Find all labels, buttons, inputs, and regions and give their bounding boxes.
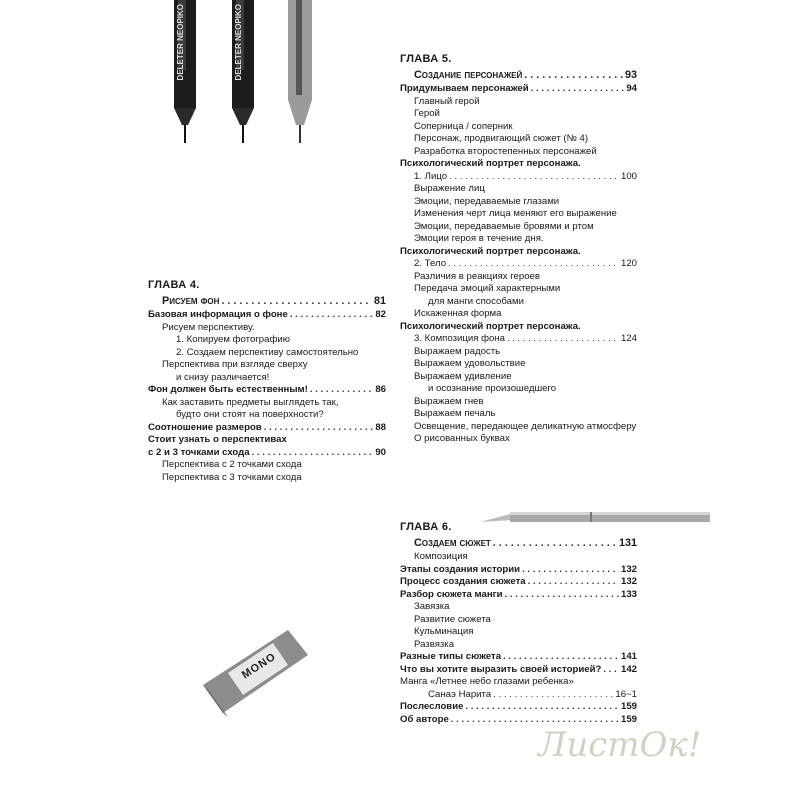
toc-entry-title: и осознание произошедшего [428, 383, 557, 394]
toc-entry-title: Рисуем фон [162, 295, 220, 307]
chapter-heading: ГЛАВА 6. [400, 521, 452, 533]
toc-entry [400, 121, 637, 134]
toc-entry [400, 183, 637, 196]
toc-entry-title: с 2 и 3 точками схода [148, 446, 250, 458]
toc-entry [400, 296, 637, 309]
toc-entry-title: Перспектива при взгляде сверху [162, 359, 308, 370]
toc-entry-title: Психологический портрет персонажа. [400, 320, 581, 332]
toc-page-number: 132 [620, 576, 637, 587]
toc-entry [400, 614, 637, 627]
toc-entry [400, 308, 637, 321]
toc-page-number: 90 [375, 446, 386, 458]
toc-entry-title: Развязка [414, 638, 455, 650]
toc-entry [400, 551, 637, 564]
watermark-text: ЛистОк! [538, 725, 702, 765]
toc-column-left [148, 278, 386, 484]
toc-column-right [400, 52, 637, 446]
toc-page-number: 86 [375, 384, 386, 395]
toc-leader-dots [507, 333, 619, 346]
toc-entry [400, 221, 637, 234]
toc-entry [400, 158, 637, 171]
toc-leader-dots [603, 664, 619, 677]
toc-page-number: 82 [375, 309, 386, 320]
toc-leader-dots [290, 309, 374, 322]
toc-entry [400, 83, 637, 96]
toc-page-number: 124 [620, 333, 637, 344]
toc-entry-title: 1. Лицо [414, 170, 448, 182]
toc-entry-title: 1. Копируем фотографию [176, 334, 290, 345]
toc-page-number: 131 [618, 537, 637, 549]
toc-entry-title: Разбор сюжета манги [400, 588, 503, 600]
toc-entry-title: Как заставить предметы выглядеть так, [162, 396, 339, 408]
toc-entry-title: Выражаем удивление [414, 370, 512, 382]
toc-entry-title: Персонаж, продвигающий сюжет (№ 4) [414, 133, 589, 144]
toc-list [400, 535, 637, 726]
toc-entry-title: Герой [414, 108, 440, 119]
toc-entry-title: Эмоции героя в течение дня. [414, 233, 544, 244]
toc-page-number: 120 [620, 258, 637, 269]
toc-entry-title: Перспектива с 2 точками схода [162, 459, 302, 470]
toc-entry [400, 196, 637, 209]
toc-entry [400, 396, 637, 409]
toc-entry-title: Создаем сюжет [414, 537, 491, 549]
pen-brand-label-1: DELETER NEOPIKO [176, 4, 185, 81]
toc-entry-title: Перспектива с 3 точками схода [162, 471, 302, 483]
toc-entry [148, 334, 386, 347]
toc-entry-title: Этапы создания истории [400, 563, 521, 575]
toc-entry [400, 651, 637, 664]
toc-entry [400, 271, 637, 284]
toc-entry [400, 408, 637, 421]
toc-entry-title: Выражение лиц [414, 183, 485, 194]
toc-entry [400, 626, 637, 639]
toc-entry [400, 421, 637, 434]
toc-entry [400, 535, 637, 551]
toc-list [400, 67, 637, 446]
toc-entry-title: Процесс создания сюжета [400, 576, 526, 587]
toc-entry [148, 422, 386, 435]
toc-page-number: 159 [620, 701, 637, 712]
toc-entry [400, 564, 637, 577]
toc-leader-dots [252, 447, 374, 460]
toc-entry [400, 346, 637, 359]
toc-entry [148, 347, 386, 360]
toc-entry [400, 589, 637, 602]
toc-entry [400, 283, 637, 296]
toc-leader-dots [531, 83, 625, 96]
pens-illustration [160, 0, 330, 150]
toc-entry-title: Выражаем удовольствие [414, 358, 526, 369]
toc-entry-title: Психологический портрет персонажа. [400, 245, 581, 257]
toc-entry [400, 171, 637, 184]
toc-entry [400, 67, 637, 83]
toc-entry [400, 664, 637, 677]
watermark-logo [538, 725, 778, 775]
toc-entry [400, 371, 637, 384]
toc-entry-title: Выражаем печаль [414, 408, 496, 419]
toc-entry [148, 397, 386, 410]
toc-entry [400, 701, 637, 714]
eraser-brand-label: MONO [239, 650, 279, 682]
toc-entry [400, 146, 637, 159]
toc-leader-dots [264, 422, 374, 435]
toc-entry [148, 322, 386, 335]
toc-entry-title: Об авторе [400, 713, 449, 725]
toc-leader-dots [493, 689, 613, 702]
pen-brand-label-2: DELETER NEOPIKO [234, 4, 243, 81]
toc-entry-title: Санаэ Нарита [428, 688, 492, 700]
toc-entry [400, 233, 637, 246]
toc-leader-dots [528, 576, 619, 589]
toc-entry-title: Стоит узнать о перспективах [148, 434, 287, 445]
toc-entry-title: Освещение, передающее деликатную атмосферу [414, 420, 637, 432]
toc-entry-title: Разные типы сюжета [400, 651, 502, 662]
toc-entry [400, 383, 637, 396]
toc-entry-title: Послесловие [400, 701, 464, 712]
toc-entry-title: Рисуем перспективу. [162, 321, 255, 333]
toc-page-number: 93 [624, 69, 637, 81]
toc-entry [148, 359, 386, 372]
toc-entry-title: 2. Создаем перспективу самостоятельно [176, 346, 359, 358]
toc-leader-dots [465, 701, 619, 714]
toc-leader-dots [448, 258, 619, 271]
toc-leader-dots [449, 171, 619, 184]
toc-entry [400, 333, 637, 346]
toc-entry [148, 447, 386, 460]
toc-entry-title: Психологический портрет персонажа. [400, 158, 581, 169]
toc-entry [148, 309, 386, 322]
toc-entry-title: Эмоции, передаваемые глазами [414, 195, 560, 207]
toc-entry-title: Придумываем персонажей [400, 83, 529, 94]
toc-entry-title: Соотношение размеров [148, 421, 262, 433]
toc-entry-title: Искаженная форма [414, 308, 502, 319]
toc-entry-title: Изменения черт лица меняют его выражение [414, 208, 617, 219]
toc-entry-title: Что вы хотите выразить своей историей? [400, 663, 602, 675]
toc-entry-title: Соперница / соперник [414, 120, 513, 132]
toc-page-number: 159 [620, 713, 637, 725]
toc-entry [400, 676, 637, 689]
toc-leader-dots [221, 293, 372, 309]
toc-entry-title: Композиция [414, 551, 468, 562]
toc-entry-title: Различия в реакциях героев [414, 270, 540, 282]
toc-page-number: 141 [620, 651, 637, 662]
toc-entry-title: будто они стоят на поверхности? [176, 409, 324, 420]
toc-leader-dots [503, 651, 619, 664]
toc-column-right-lower [400, 520, 637, 726]
toc-entry [148, 434, 386, 447]
toc-page-number: 132 [620, 563, 637, 575]
toc-entry-title: Кульминация [414, 626, 474, 637]
toc-entry-title: Эмоции, передаваемые бровями и ртом [414, 220, 594, 232]
toc-page-number: 16~1 [615, 688, 637, 700]
toc-entry [400, 358, 637, 371]
toc-entry [400, 133, 637, 146]
toc-list [148, 293, 386, 484]
toc-entry [148, 372, 386, 385]
toc-entry-title: Выражаем гнев [414, 395, 484, 407]
toc-entry-title: Главный герой [414, 95, 480, 107]
chapter-heading: ГЛАВА 5. [400, 53, 452, 65]
toc-entry [148, 293, 386, 309]
toc-entry-title: Завязка [414, 601, 450, 612]
toc-entry [400, 689, 637, 702]
toc-leader-dots [493, 535, 617, 551]
toc-entry [148, 459, 386, 472]
toc-entry [400, 108, 637, 121]
toc-leader-dots [522, 564, 619, 577]
toc-entry-title: О рисованных буквах [414, 433, 510, 444]
toc-entry [400, 208, 637, 221]
toc-entry-title: 3. Композиция фона [414, 333, 505, 344]
toc-page-number: 142 [620, 663, 637, 675]
toc-entry [400, 433, 637, 446]
toc-entry [400, 321, 637, 334]
toc-leader-dots [505, 589, 619, 602]
toc-page-number: 94 [626, 83, 637, 94]
toc-entry-title: Манга «Летнее небо глазами ребенка» [400, 676, 574, 687]
toc-entry-title: Фон должен быть естественным! [148, 384, 308, 395]
toc-entry [148, 384, 386, 397]
toc-entry [400, 639, 637, 652]
toc-entry-title: Выражаем радость [414, 345, 501, 357]
toc-entry-title: Создание персонажей [414, 69, 523, 81]
toc-page-number: 133 [620, 588, 637, 600]
toc-entry-title: и снизу различается! [176, 371, 270, 383]
toc-leader-dots [310, 384, 373, 397]
toc-page-number: 100 [620, 170, 637, 182]
eraser-illustration [198, 625, 313, 720]
toc-entry [400, 246, 637, 259]
toc-entry-title: Разработка второстепенных персонажей [414, 145, 597, 157]
toc-entry [400, 96, 637, 109]
toc-entry [400, 258, 637, 271]
toc-entry-title: для манги способами [428, 295, 524, 307]
toc-entry-title: Развитие сюжета [414, 613, 491, 625]
toc-entry-title: 2. Тело [414, 258, 447, 269]
toc-entry-title: Базовая информация о фоне [148, 309, 288, 320]
toc-entry [400, 601, 637, 614]
toc-entry [148, 409, 386, 422]
toc-entry [400, 576, 637, 589]
chapter-heading: ГЛАВА 4. [148, 279, 200, 291]
toc-entry-title: Передача эмоций характерными [414, 283, 561, 294]
toc-page-number: 88 [375, 421, 386, 433]
toc-page-number: 81 [373, 295, 386, 307]
toc-entry [148, 472, 386, 485]
toc-leader-dots [524, 67, 623, 83]
